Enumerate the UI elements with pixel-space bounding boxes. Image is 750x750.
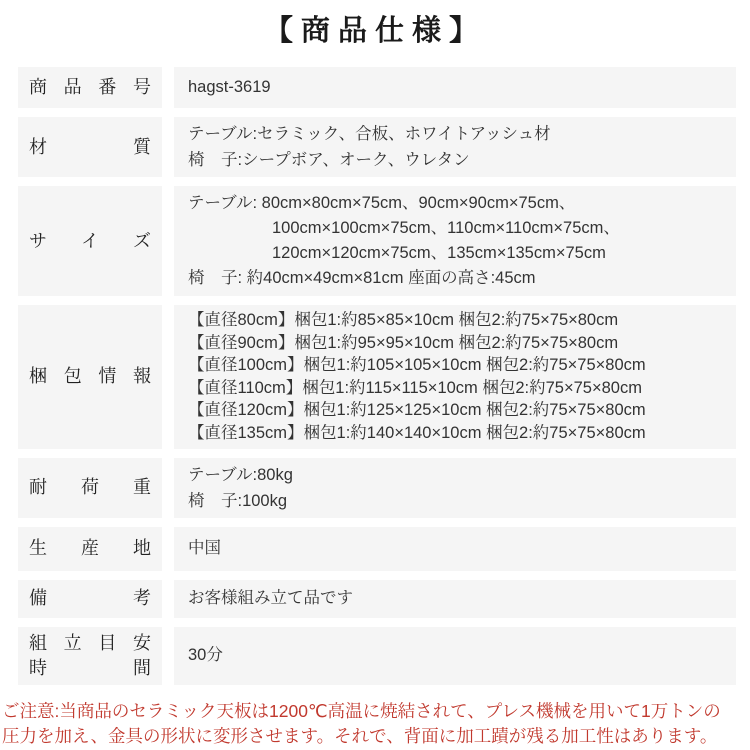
spec-row-load-capacity (18, 458, 736, 518)
label-text: 組 立 目 安 (29, 632, 151, 653)
spec-table (18, 67, 736, 685)
row-value-packing-info (174, 305, 736, 449)
value-line: 100cm×100cm×75cm、110cm×110cm×75cm、 (272, 219, 620, 237)
spec-row-remarks (18, 580, 736, 618)
row-label-material (18, 117, 162, 177)
value-line: 30分 (188, 646, 223, 665)
row-label-assembly-time (18, 627, 162, 685)
value-line: 【直径100cm】梱包1:約105×105×10cm 梱包2:約75×75×80cm (188, 356, 646, 375)
spec-row-assembly-time (18, 627, 736, 685)
label-text: 備 考 (29, 588, 151, 609)
value-line: 椅 子: 約40cm×49cm×81cm 座面の高さ:45cm (188, 269, 536, 287)
caution-note (2, 699, 748, 749)
value-line: テーブル:80kg (188, 465, 293, 484)
caution-note-line: ご注意:当商品のセラミック天板は1200℃高温に焼結されて、プレス機械を用いて1万トンの (2, 700, 721, 721)
row-value-remarks (174, 580, 736, 618)
row-label-item-number (18, 67, 162, 108)
row-value-origin (174, 527, 736, 571)
value-line: 椅 子:シープボア、オーク、ウレタン (188, 151, 470, 169)
label-text: 耐 荷 重 (29, 477, 151, 498)
value-line: 【直径120cm】梱包1:約125×125×10cm 梱包2:約75×75×80cm (188, 401, 646, 420)
spec-row-size (18, 186, 736, 296)
row-value-material (174, 117, 736, 177)
value-line: 120cm×120cm×75cm、135cm×135cm×75cm (272, 244, 606, 262)
page-title: 【商品仕様】 (263, 15, 486, 47)
value-line: 中国 (188, 539, 221, 558)
value-line: 【直径110cm】梱包1:約115×115×10cm 梱包2:約75×75×80cm (188, 378, 642, 397)
spec-row-packing-info (18, 305, 736, 449)
row-label-size (18, 186, 162, 296)
value-line: 【直径80cm】梱包1:約85×85×10cm 梱包2:約75×75×80cm (188, 311, 619, 329)
row-label-load-capacity (18, 458, 162, 518)
row-value-item-number (174, 67, 736, 108)
spec-row-material (18, 117, 736, 177)
row-value-assembly-time (174, 627, 736, 685)
value-line: 【直径135cm】梱包1:約140×140×10cm 梱包2:約75×75×80cm (188, 423, 646, 442)
row-label-remarks (18, 580, 162, 618)
label-text: 生 産 地 (29, 538, 151, 559)
label-text: 梱 包 情 報 (29, 366, 151, 387)
spec-row-item-number (18, 67, 736, 108)
row-value-load-capacity (174, 458, 736, 518)
row-label-packing-info (18, 305, 162, 449)
label-text: サ イ ズ (29, 230, 151, 251)
label-text: 材 質 (29, 136, 151, 157)
label-text: 時 間 (29, 657, 151, 678)
value-line: hagst-3619 (188, 78, 271, 96)
value-line: テーブル: 80cm×80cm×75cm、90cm×90cm×75cm、 (188, 194, 576, 212)
value-line: お客様組み立て品です (188, 589, 353, 608)
spec-row-origin (18, 527, 736, 571)
value-line: 【直径90cm】梱包1:約95×95×10cm 梱包2:約75×75×80cm (188, 333, 619, 352)
row-label-origin (18, 527, 162, 571)
value-line: テーブル:セラミック、合板、ホワイトアッシュ材 (188, 125, 551, 143)
row-value-size (174, 186, 736, 296)
caution-note-line: 圧力を加え、金具の形状に変形させます。それで、背面に加工蹟が残る加工性はあります。 (2, 725, 718, 746)
value-line: 椅 子:100kg (188, 491, 288, 510)
label-text: 商 品 番 号 (29, 77, 151, 97)
